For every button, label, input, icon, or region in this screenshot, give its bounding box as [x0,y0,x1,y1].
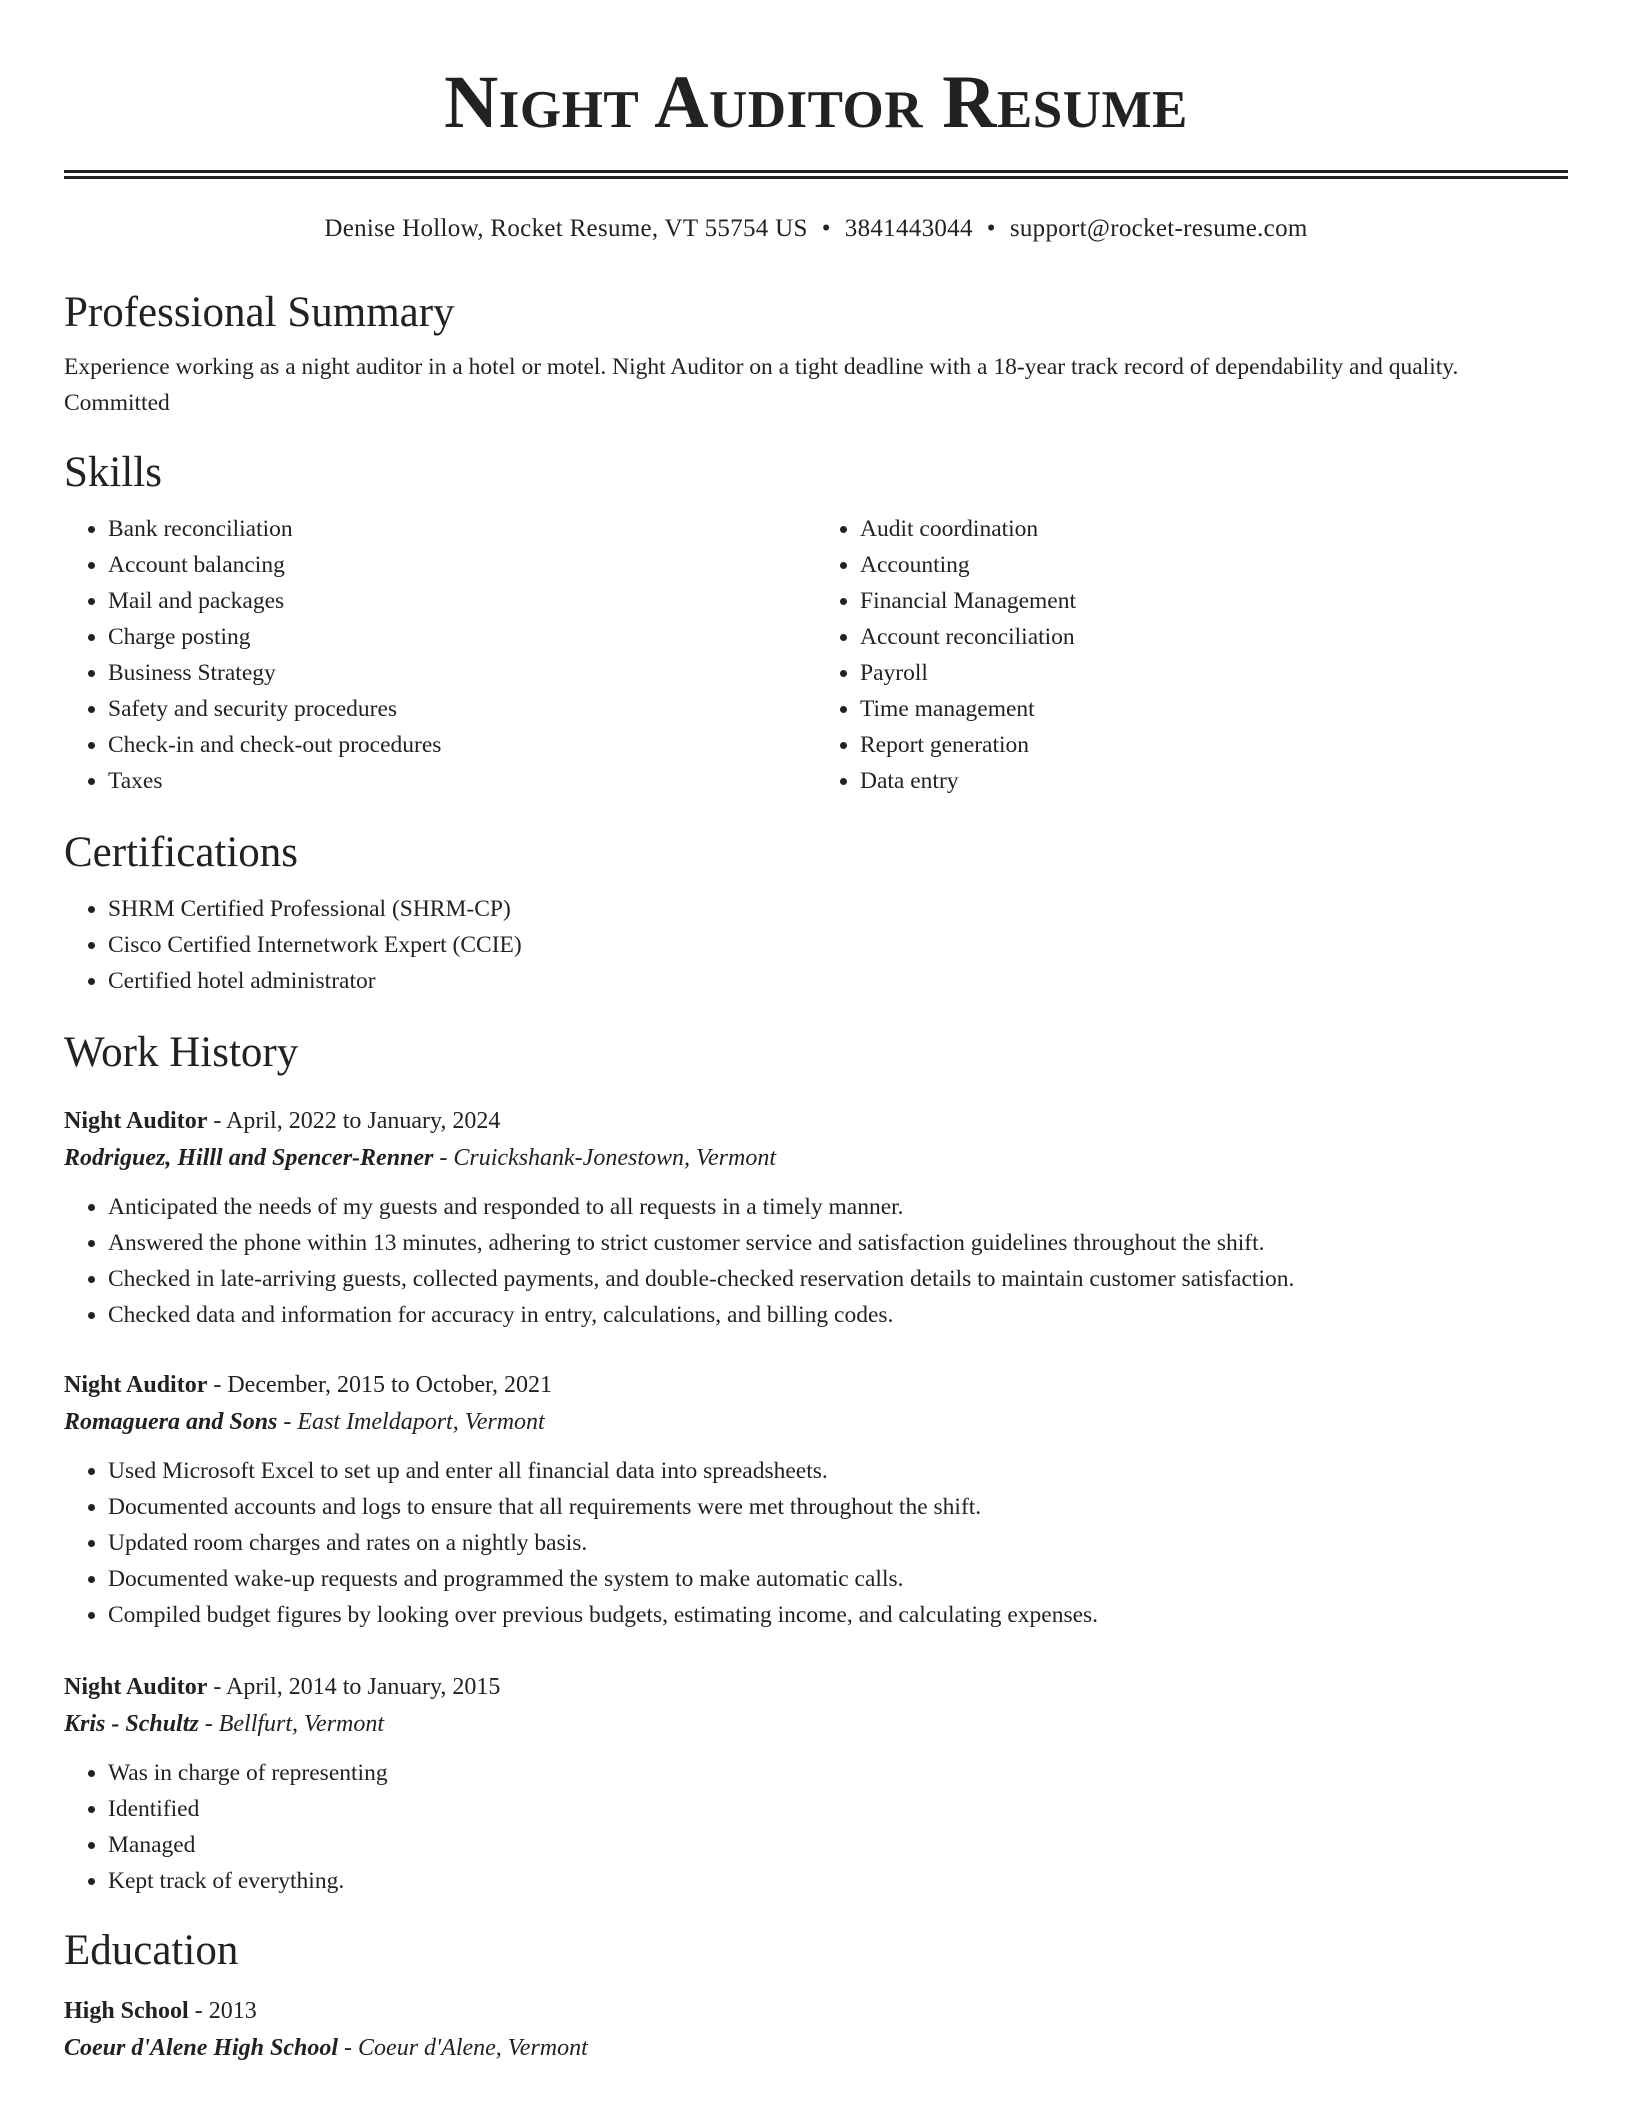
job-employer [64,1139,1568,1177]
job-dates: - December, 2015 to October, 2021 [207,1372,552,1398]
job-bullet: • Updated room charges and rates on a nightly basis. [108,1525,1568,1561]
education-heading: Education [64,1927,239,1974]
skills-columns [64,511,1568,799]
contact-separator: • [986,215,996,242]
job-entry [64,1367,1568,1633]
job-employer [64,1705,1568,1743]
contact-line [64,213,1568,245]
job-bullet: • Anticipated the needs of my guests and responded to all requests in a timely manner. [108,1189,1568,1225]
summary-text: Experience working as a night auditor in a hotel or motel. Night Auditor on a tight deadline with a 18-year track record of dependability and quality. Committed [64,354,1459,416]
skill-item: • Financial Management [860,583,1568,619]
education-school-line [64,2029,1568,2067]
skills-list-right [816,511,1568,799]
certification-item: • SHRM Certified Professional (SHRM-CP) [108,891,1568,927]
job-location: - East Imeldaport, Vermont [277,1409,545,1435]
work-history-heading: Work History [64,1029,299,1076]
job-header [64,1669,1568,1705]
job-title: Night Auditor [64,1674,208,1700]
job-bullet: • Checked data and information for accuracy in entry, calculations, and billing codes. [108,1297,1568,1333]
job-entry [64,1669,1568,1899]
job-header [64,1367,1568,1403]
certification-item: • Cisco Certified Internetwork Expert (CCIE) [108,927,1568,963]
skill-item: • Account balancing [108,547,816,583]
job-dates: - April, 2022 to January, 2024 [207,1108,501,1134]
job-bullet: • Managed [108,1827,1568,1863]
education-location: - Coeur d'Alene, Vermont [338,2035,588,2061]
education-header [64,1993,1568,2029]
education-school: Coeur d'Alene High School [64,2035,339,2061]
contact-address: Denise Hollow, Rocket Resume, VT 55754 US [324,215,808,242]
contact-separator: • [821,215,831,242]
education-degree: High School [64,1998,189,2024]
title-divider [64,170,1568,179]
skill-item: • Data entry [860,763,1568,799]
skill-item: • Payroll [860,655,1568,691]
skill-item: • Taxes [108,763,816,799]
job-location: - Bellfurt, Vermont [198,1711,385,1737]
skill-item: • Business Strategy [108,655,816,691]
job-bullet: • Documented wake-up requests and programmed the system to make automatic calls. [108,1561,1568,1597]
skills-list-left [64,511,816,799]
skill-item: • Time management [860,691,1568,727]
job-bullet: • Used Microsoft Excel to set up and enter all financial data into spreadsheets. [108,1453,1568,1489]
job-bullet: • Kept track of everything. [108,1863,1568,1899]
education-entry [64,1993,1568,2067]
skill-item: • Audit coordination [860,511,1568,547]
job-company: Rodriguez, Hilll and Spencer-Renner [64,1145,434,1171]
education-year: - 2013 [188,1998,257,2024]
certification-item: • Certified hotel administrator [108,963,1568,999]
skill-item: • Mail and packages [108,583,816,619]
resume-page [64,0,1568,2067]
job-title: Night Auditor [64,1372,208,1398]
job-bullets [64,1453,1568,1633]
skill-item: • Check-in and check-out procedures [108,727,816,763]
skill-item: • Safety and security procedures [108,691,816,727]
job-company: Kris - Schultz [64,1711,199,1737]
job-title: Night Auditor [64,1108,208,1134]
job-bullet: • Documented accounts and logs to ensure that all requirements were met throughout the shift. [108,1489,1568,1525]
certifications-list [64,891,1568,999]
job-bullet: • Was in charge of representing [108,1755,1568,1791]
skills-heading: Skills [64,449,162,496]
job-entry [64,1103,1568,1333]
certifications-heading: Certifications [64,829,299,876]
summary-heading: Professional Summary [64,289,455,336]
job-bullet: • Compiled budget figures by looking over previous budgets, estimating income, and calculating expenses. [108,1597,1568,1633]
job-bullet: • Answered the phone within 13 minutes, adhering to strict customer service and satisfaction guidelines throughout the shift. [108,1225,1568,1261]
job-company: Romaguera and Sons [64,1409,278,1435]
job-header [64,1103,1568,1139]
job-employer [64,1403,1568,1441]
skill-item: • Report generation [860,727,1568,763]
page-title: Night Auditor Resume [444,61,1188,144]
job-bullets [64,1755,1568,1899]
contact-email: support@rocket-resume.com [1009,215,1308,242]
job-bullets [64,1189,1568,1333]
job-location: - Cruickshank-Jonestown, Vermont [433,1145,776,1171]
job-bullet: • Checked in late-arriving guests, collected payments, and double-checked reservation details to maintain customer satisfaction. [108,1261,1568,1297]
job-bullet: • Identified [108,1791,1568,1827]
skill-item: • Bank reconciliation [108,511,816,547]
job-dates: - April, 2014 to January, 2015 [207,1674,501,1700]
skill-item: • Accounting [860,547,1568,583]
skill-item: • Charge posting [108,619,816,655]
skill-item: • Account reconciliation [860,619,1568,655]
contact-phone: 3841443044 [844,215,973,242]
